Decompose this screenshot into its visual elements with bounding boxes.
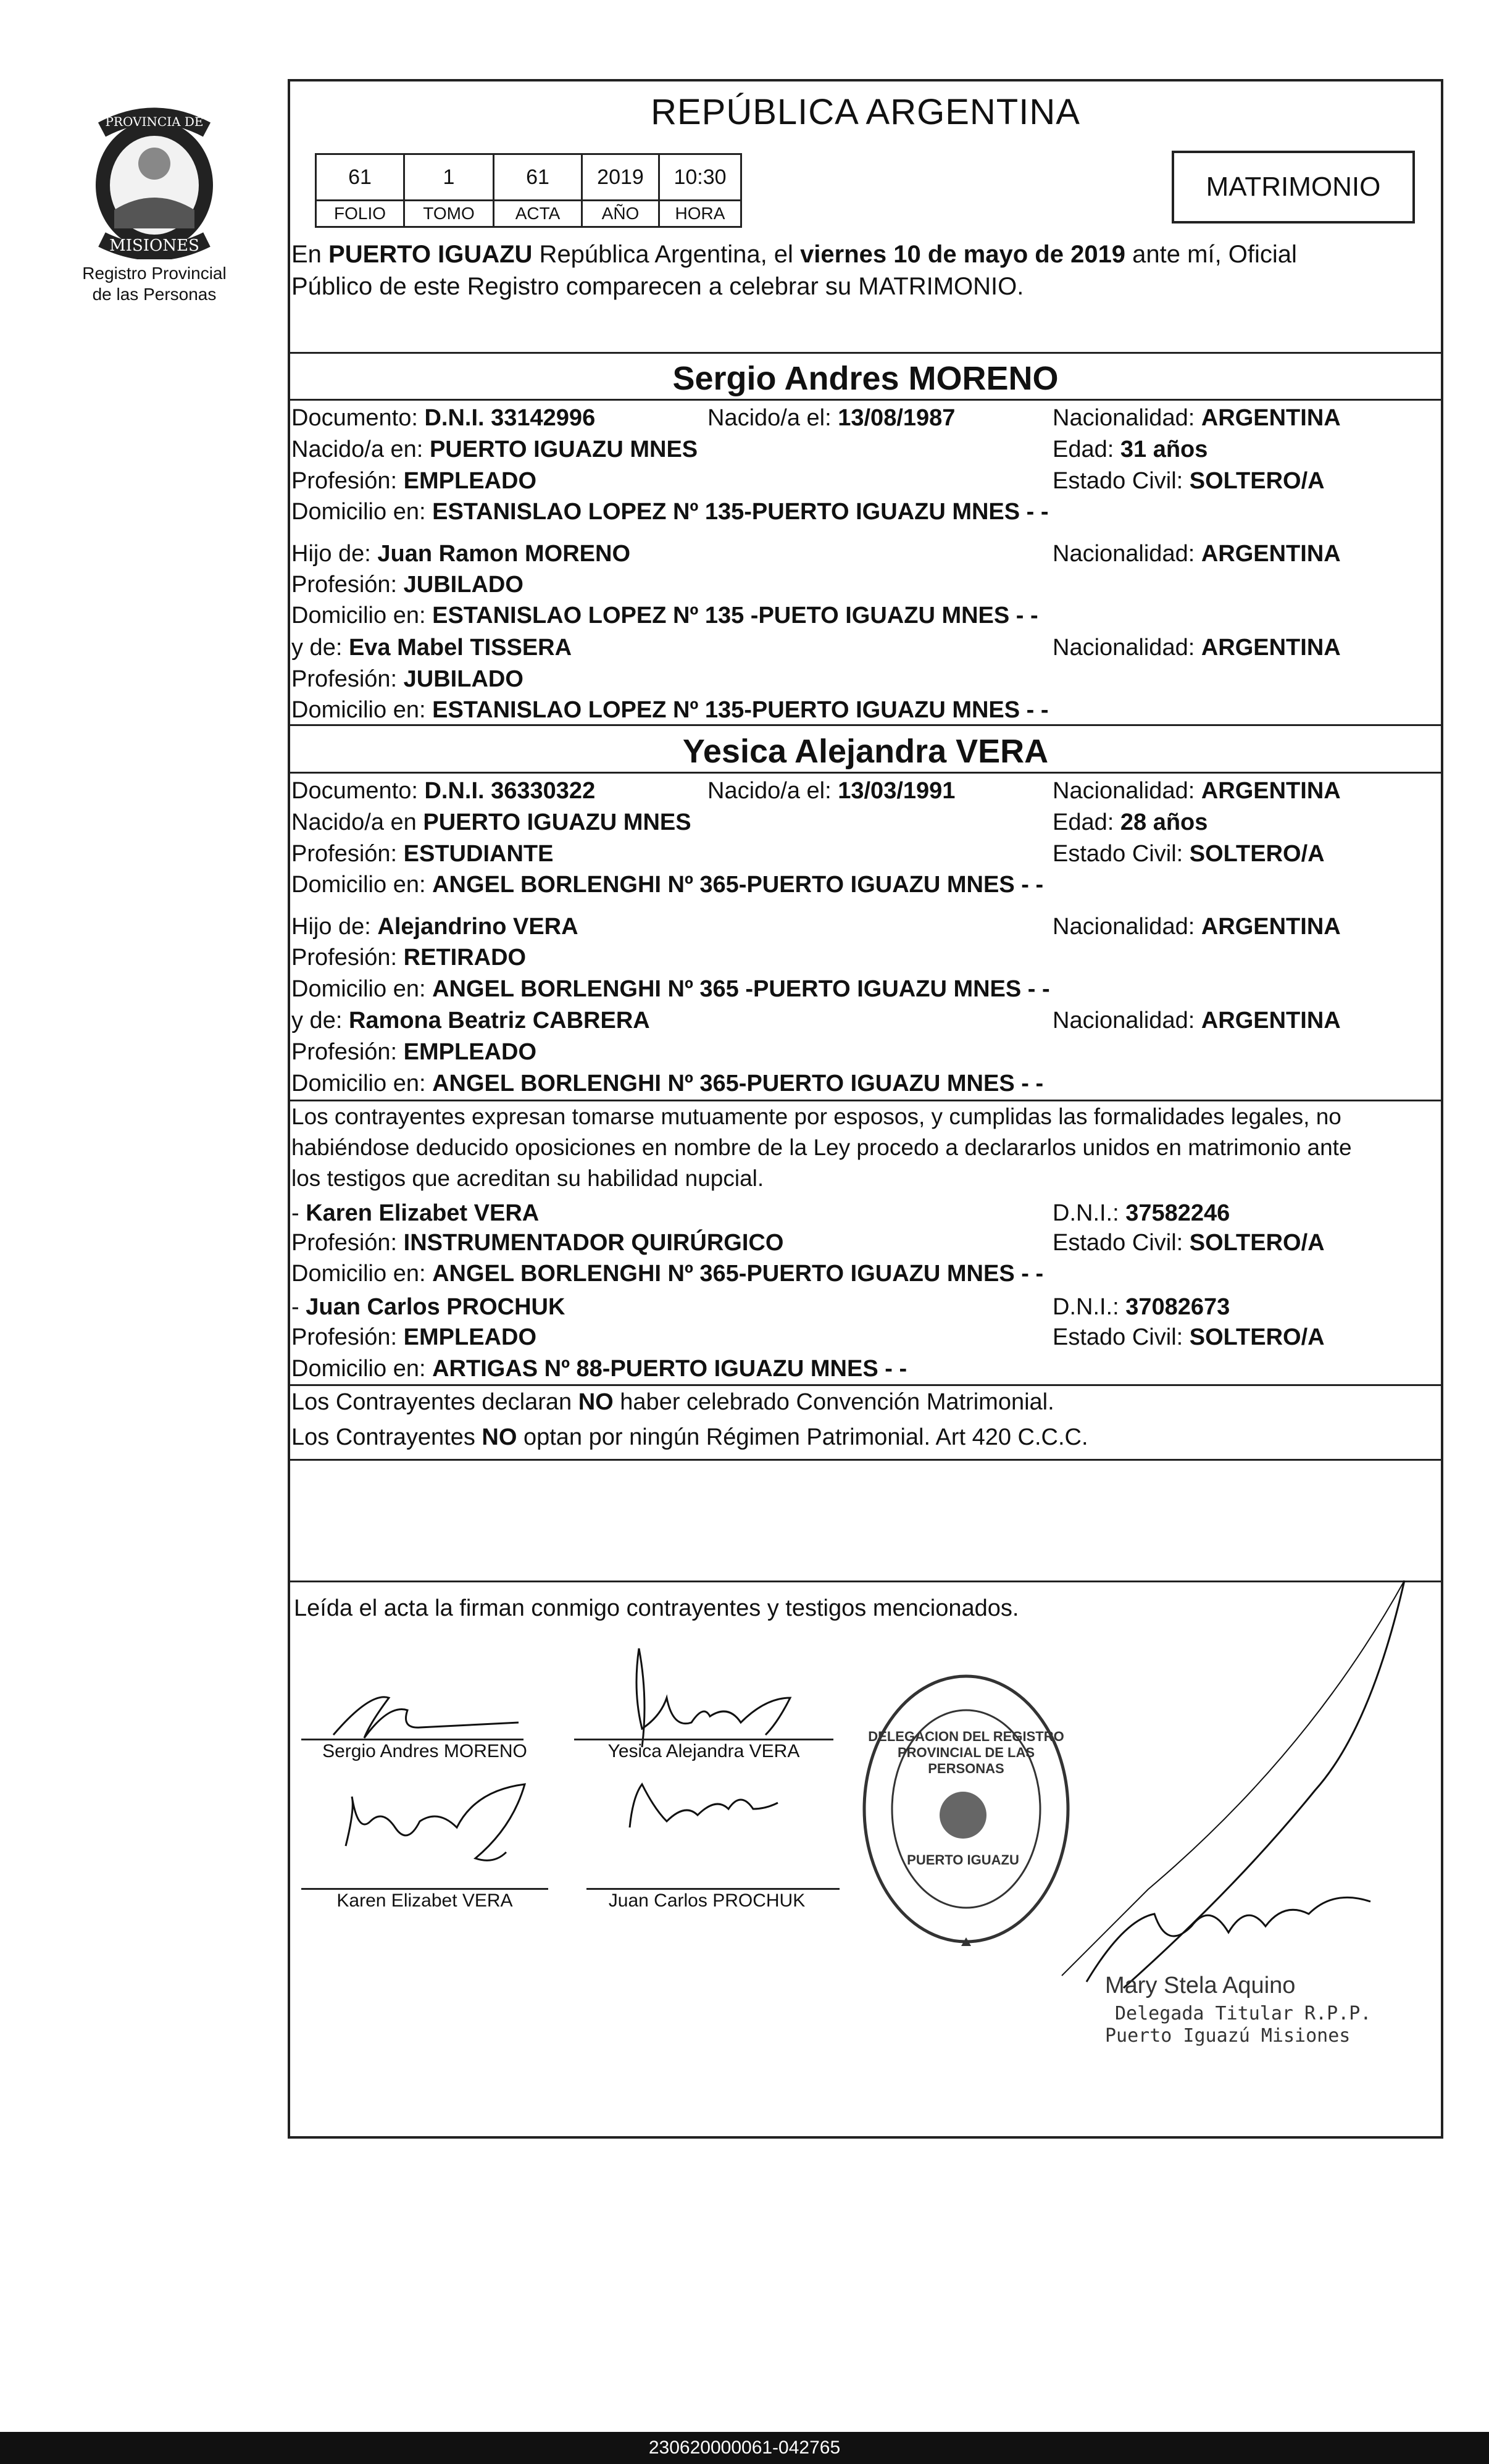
divider xyxy=(288,399,1443,401)
sig-line xyxy=(301,1739,523,1740)
record-id-table xyxy=(315,153,742,228)
province-seal-icon xyxy=(83,105,225,259)
acta-label: ACTA xyxy=(494,201,582,227)
logo-caption-1: Registro Provincial xyxy=(82,264,227,283)
divider xyxy=(288,1384,1443,1386)
sig-line xyxy=(301,1888,548,1890)
hora-label: HORA xyxy=(659,201,741,227)
official-name: Mary Stela Aquino xyxy=(1105,1973,1296,1998)
svg-text:PROVINCIA DE: PROVINCIA DE xyxy=(105,114,204,129)
intro-paragraph: En PUERTO IGUAZU República Argentina, el viernes 10 de mayo de 2019 ante mí, Oficial Público de este Registro comparecen a celebrar su MATRIMONIO. xyxy=(291,241,1297,300)
official-signature-art xyxy=(1049,1568,1420,2013)
sig-line xyxy=(586,1888,840,1890)
registry-logo xyxy=(68,105,241,333)
logo-caption-2: de las Personas xyxy=(92,285,217,304)
sig-line xyxy=(574,1739,833,1740)
anio-label: AÑO xyxy=(582,201,659,227)
official-title: Delegada Titular R.P.P. xyxy=(1115,2003,1372,2024)
spouse2-name: Yesica Alejandra VERA xyxy=(682,733,1049,770)
acta-value: 61 xyxy=(494,154,582,201)
record-type-box: MATRIMONIO xyxy=(1172,151,1415,223)
folio-value: 61 xyxy=(316,154,404,201)
folio-label: FOLIO xyxy=(316,201,404,227)
hora-value: 10:30 xyxy=(659,154,741,201)
sig-label-karen: Karen Elizabet VERA xyxy=(336,1890,513,1911)
svg-text:MISIONES: MISIONES xyxy=(109,236,199,255)
official-office: Puerto Iguazú Misiones xyxy=(1105,2025,1351,2047)
divider xyxy=(288,352,1443,354)
tomo-label: TOMO xyxy=(404,201,494,227)
divider xyxy=(288,1459,1443,1461)
sig-label-sergio: Sergio Andres MORENO xyxy=(322,1741,527,1761)
anio-value: 2019 xyxy=(582,154,659,201)
document-code: 230620000061-042765 xyxy=(0,2432,1489,2464)
sig-label-yesica: Yesica Alejandra VERA xyxy=(607,1741,800,1761)
sig-label-juan: Juan Carlos PROCHUK xyxy=(608,1890,806,1911)
divider xyxy=(288,772,1443,774)
stamp-inner-text: PUERTO IGUAZU xyxy=(907,1852,1019,1868)
spouse1-name: Sergio Andres MORENO xyxy=(672,360,1059,397)
page-title: REPÚBLICA ARGENTINA xyxy=(651,92,1080,132)
stamp-ring-text: DELEGACION DEL REGISTRO PROVINCIAL DE LAS PERSONAS xyxy=(868,1729,1064,1776)
closing-text: Leída el acta la firman conmigo contrayentes y testigos mencionados. xyxy=(294,1595,1019,1621)
tomo-value: 1 xyxy=(404,154,494,201)
